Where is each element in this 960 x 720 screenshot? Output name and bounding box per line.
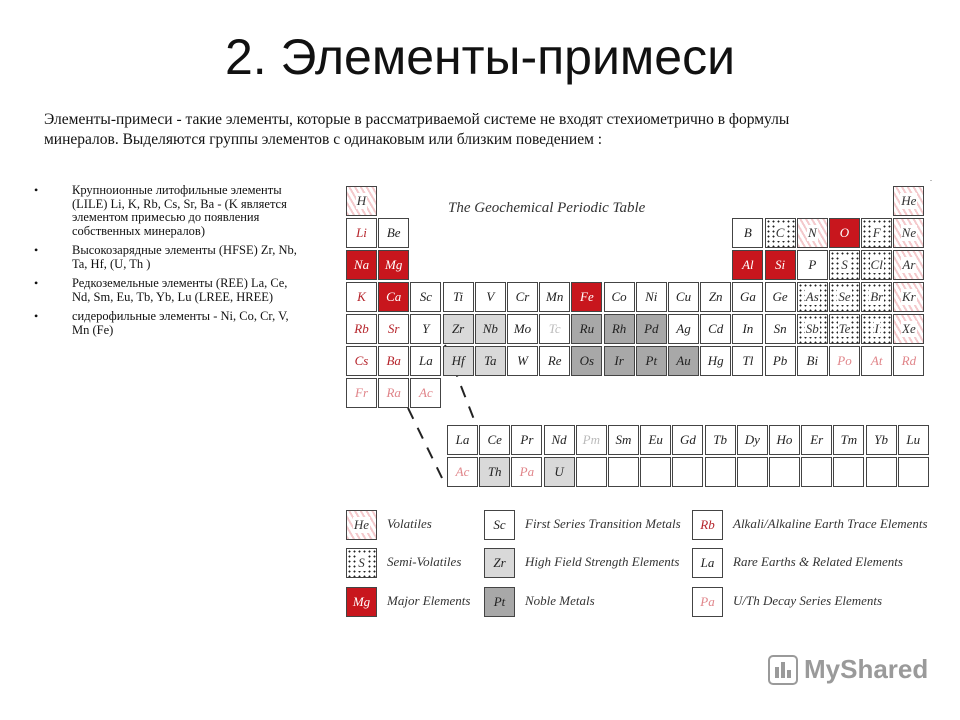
- element-cell-cs: [346, 346, 377, 376]
- legend-swatch-symbol: La: [700, 555, 715, 570]
- element-cell-ca: [378, 282, 409, 312]
- element-cell-v: [475, 282, 506, 312]
- legend-swatch-symbol: Zr: [493, 555, 506, 570]
- element-cell-sn: [765, 314, 796, 344]
- element-cell-sb: [797, 314, 828, 344]
- element-cell-se: [829, 282, 860, 312]
- element-cell-in: [732, 314, 763, 344]
- element-cell-hg: [700, 346, 731, 376]
- bullet-lile: • Крупноионные литофильные элементы (LILE) Li, K, Rb, Cs, Sr, Ba - (K является элементом примесью до появления собственных минералов): [34, 184, 304, 238]
- lanthanide-cell-gd: [672, 425, 703, 455]
- element-symbol: Ac: [455, 464, 470, 479]
- lanthanide-cell-la: [447, 425, 478, 455]
- element-cell-be: [378, 218, 409, 248]
- element-cell-ne: [893, 218, 924, 248]
- dot-mark: .: [930, 174, 932, 183]
- legend-swatch-s: [346, 548, 377, 578]
- element-symbol: Po: [837, 353, 852, 368]
- element-cell-pt: [636, 346, 667, 376]
- actinide-cell-empty-11: [801, 457, 832, 487]
- bullet-hfse: • Высокозарядные элементы (HFSE) Zr, Nb, Ta, Hf, (U, Th ): [34, 244, 304, 271]
- element-symbol: Xe: [902, 321, 916, 336]
- element-symbol: La: [419, 353, 433, 368]
- element-cell-f: [861, 218, 892, 248]
- legend-swatch-mg: [346, 587, 377, 617]
- element-symbol: In: [742, 321, 754, 336]
- element-cell-c: [765, 218, 796, 248]
- element-symbol: Li: [356, 225, 367, 240]
- legend-swatch-symbol: S: [358, 555, 365, 570]
- element-cell-cd: [700, 314, 731, 344]
- actinide-cell-ac: [447, 457, 478, 487]
- element-symbol: Pt: [645, 353, 658, 368]
- element-symbol: Sb: [805, 321, 819, 336]
- element-cell-ac: [410, 378, 441, 408]
- element-symbol: Lu: [906, 432, 921, 447]
- element-symbol: Bi: [806, 353, 819, 368]
- element-symbol: Ne: [901, 225, 917, 240]
- element-symbol: K: [357, 289, 366, 304]
- element-cell-tc: [539, 314, 570, 344]
- element-symbol: Sr: [387, 321, 400, 336]
- element-symbol: Re: [547, 353, 562, 368]
- element-symbol: Rb: [354, 321, 369, 336]
- element-symbol: Ge: [772, 289, 788, 304]
- element-cell-zr: [443, 314, 474, 344]
- element-cell-h: [346, 186, 377, 216]
- element-cell-b: [732, 218, 763, 248]
- actinide-cell-empty-6: [640, 457, 671, 487]
- element-cell-ga: [732, 282, 763, 312]
- element-symbol: Mg: [385, 257, 403, 272]
- element-symbol: As: [805, 289, 819, 304]
- element-symbol: Rd: [901, 353, 917, 368]
- element-cell-ge: [765, 282, 796, 312]
- element-cell-nb: [475, 314, 506, 344]
- element-symbol: Se: [838, 289, 851, 304]
- lanthanide-cell-tm: [833, 425, 864, 455]
- element-symbol: Hf: [451, 353, 465, 368]
- element-cell-ra: [378, 378, 409, 408]
- element-symbol: Kr: [902, 289, 916, 304]
- lanthanide-cell-pr: [511, 425, 542, 455]
- lanthanide-cell-eu: [640, 425, 671, 455]
- element-cell-pb: [765, 346, 796, 376]
- element-symbol: Ac: [419, 385, 433, 400]
- element-symbol: Sm: [615, 432, 632, 447]
- element-symbol: Ag: [676, 321, 691, 336]
- element-cell-li: [346, 218, 377, 248]
- lanthanide-cell-ho: [769, 425, 800, 455]
- element-symbol: C: [775, 225, 785, 240]
- actinide-cell-empty-12: [833, 457, 864, 487]
- element-symbol: U: [554, 464, 564, 479]
- element-symbol: Pa: [519, 464, 535, 479]
- element-cell-os: [571, 346, 602, 376]
- actinide-cell-empty-7: [672, 457, 703, 487]
- legend-swatch-rb: [692, 510, 723, 540]
- element-symbol: O: [839, 225, 850, 240]
- element-symbol: Pb: [772, 353, 788, 368]
- element-cell-k: [346, 282, 377, 312]
- element-symbol: Ar: [902, 257, 916, 272]
- element-symbol: Fe: [580, 289, 594, 304]
- element-cell-na: [346, 250, 377, 280]
- lanthanide-cell-tb: [705, 425, 736, 455]
- lanthanide-cell-yb: [866, 425, 897, 455]
- element-cell-ar: [893, 250, 924, 280]
- legend-swatch-symbol: Sc: [493, 517, 506, 532]
- logo-text: MyShared: [804, 654, 929, 684]
- bullet-siderophile: • сидерофильные элементы - Ni, Co, Cr, V, Mn (Fe): [34, 310, 304, 337]
- lanthanide-cell-ce: [479, 425, 510, 455]
- element-symbol: Cs: [354, 353, 369, 368]
- element-symbol: Ga: [739, 289, 756, 304]
- element-symbol: Fr: [355, 385, 368, 400]
- element-cell-rh: [604, 314, 635, 344]
- element-symbol: Th: [487, 464, 502, 479]
- element-cell-mg: [378, 250, 409, 280]
- element-symbol: Ho: [776, 432, 793, 447]
- element-cell-w: [507, 346, 538, 376]
- element-symbol: Cr: [515, 289, 530, 304]
- element-symbol: Y: [422, 321, 430, 336]
- table-title: The Geochemical Periodic Table: [448, 200, 646, 216]
- element-symbol: Cu: [675, 289, 692, 304]
- actinide-cell-u: [544, 457, 575, 487]
- legend-label: Noble Metals: [525, 593, 595, 608]
- element-symbol: W: [517, 353, 528, 368]
- element-symbol: Pm: [582, 432, 600, 447]
- element-cell-s: [829, 250, 860, 280]
- element-cell-pd: [636, 314, 667, 344]
- myshared-logo-icon: [768, 655, 798, 685]
- element-symbol: Br: [870, 289, 884, 304]
- element-symbol: P: [808, 257, 817, 272]
- legend-swatch-zr: [484, 548, 515, 578]
- element-cell-kr: [893, 282, 924, 312]
- element-cell-y: [410, 314, 441, 344]
- element-symbol: Yb: [874, 432, 888, 447]
- element-cell-as: [797, 282, 828, 312]
- element-symbol: Eu: [648, 432, 663, 447]
- element-symbol: Mo: [513, 321, 532, 336]
- element-symbol: Si: [775, 257, 786, 272]
- element-symbol: Cd: [708, 321, 724, 336]
- legend-swatch-symbol: He: [353, 517, 370, 532]
- lanthanide-cell-sm: [608, 425, 639, 455]
- actinide-cell-empty-9: [737, 457, 768, 487]
- element-symbol: Ce: [487, 432, 502, 447]
- element-symbol: Ni: [645, 289, 658, 304]
- legend-swatch-sc: [484, 510, 515, 540]
- element-cell-n: [797, 218, 828, 248]
- lanthanide-cell-nd: [544, 425, 575, 455]
- element-cell-fr: [346, 378, 377, 408]
- element-symbol: Tc: [548, 321, 561, 336]
- element-symbol: Al: [742, 257, 754, 272]
- element-symbol: Te: [838, 321, 851, 336]
- slide-title: 2. Элементы-примеси: [224, 29, 736, 85]
- legend-label: Major Elements: [387, 593, 471, 608]
- element-cell-re: [539, 346, 570, 376]
- element-symbol: Er: [810, 432, 824, 447]
- legend-label: High Field Strength Elements: [525, 554, 680, 569]
- element-cell-i: [861, 314, 892, 344]
- element-cell-ta: [475, 346, 506, 376]
- legend-label: Alkali/Alkaline Earth Trace Elements: [733, 516, 928, 531]
- element-symbol: Ta: [484, 353, 497, 368]
- element-symbol: Ra: [386, 385, 401, 400]
- element-cell-cu: [668, 282, 699, 312]
- element-symbol: Tm: [840, 432, 858, 447]
- actinide-cell-empty-4: [576, 457, 607, 487]
- element-symbol: He: [901, 193, 917, 208]
- element-cell-ba: [378, 346, 409, 376]
- element-cell-he: [893, 186, 924, 216]
- actinide-cell-empty-13: [866, 457, 897, 487]
- element-symbol: Au: [676, 353, 691, 368]
- element-symbol: Zr: [451, 321, 465, 336]
- legend-swatch-he: [346, 510, 377, 540]
- element-cell-rd: [893, 346, 924, 376]
- element-cell-p: [797, 250, 828, 280]
- element-symbol: S: [841, 257, 848, 272]
- element-cell-al: [732, 250, 763, 280]
- element-symbol: Sc: [419, 289, 433, 304]
- element-cell-ti: [443, 282, 474, 312]
- actinide-cell-empty-14: [898, 457, 929, 487]
- element-cell-br: [861, 282, 892, 312]
- lanthanide-cell-pm: [576, 425, 607, 455]
- element-cell-mo: [507, 314, 538, 344]
- element-symbol: Zn: [708, 289, 723, 304]
- element-symbol: At: [870, 353, 883, 368]
- element-symbol: B: [743, 225, 752, 240]
- element-cell-si: [765, 250, 796, 280]
- element-symbol: I: [874, 321, 879, 336]
- element-cell-rb: [346, 314, 377, 344]
- legend-swatch-symbol: Rb: [700, 517, 715, 532]
- intro-paragraph: Элементы-примеси - такие элементы, которые в рассматриваемой системе не входят стехиометрично в формулы минералов. Выделяются группы элементов с одинаковым или близким поведением :: [44, 111, 790, 148]
- element-cell-ir: [604, 346, 635, 376]
- element-cell-sc: [410, 282, 441, 312]
- legend-label: Semi-Volatiles: [387, 554, 462, 569]
- legend-swatch-pt: [484, 587, 515, 617]
- legend-swatch-symbol: Pa: [700, 594, 715, 609]
- element-symbol: Os: [579, 353, 595, 368]
- element-cell-hf: [443, 346, 474, 376]
- element-cell-co: [604, 282, 635, 312]
- actinide-cell-empty-8: [705, 457, 736, 487]
- element-symbol: Pr: [520, 432, 534, 447]
- element-symbol: Tl: [742, 353, 754, 368]
- element-symbol: H: [356, 193, 367, 208]
- element-symbol: F: [872, 225, 881, 240]
- myshared-logo: [768, 654, 928, 685]
- element-cell-bi: [797, 346, 828, 376]
- element-symbol: Cl: [870, 257, 883, 272]
- legend-label: First Series Transition Metals: [525, 516, 681, 531]
- element-symbol: Nd: [551, 432, 567, 447]
- element-cell-zn: [700, 282, 731, 312]
- element-symbol: La: [455, 432, 470, 447]
- element-cell-ru: [571, 314, 602, 344]
- element-symbol: Hg: [707, 353, 724, 368]
- element-symbol: Be: [386, 225, 401, 240]
- element-symbol: Mn: [546, 289, 564, 304]
- element-symbol: Rh: [611, 321, 627, 336]
- element-cell-o: [829, 218, 860, 248]
- bullet-ree: • Редкоземельные элементы (REE) La, Ce, Nd, Sm, Eu, Tb, Yb, Lu (LREE, HREE): [34, 277, 304, 304]
- element-symbol: Tb: [713, 432, 727, 447]
- legend-label: Volatiles: [387, 516, 432, 531]
- element-symbol: Ti: [453, 289, 464, 304]
- element-cell-ni: [636, 282, 667, 312]
- legend-swatch-la: [692, 548, 723, 578]
- element-cell-la: [410, 346, 441, 376]
- element-cell-at: [861, 346, 892, 376]
- element-cell-ag: [668, 314, 699, 344]
- legend-swatch-symbol: Pt: [493, 594, 506, 609]
- element-symbol: Ru: [579, 321, 595, 336]
- element-symbol: Ca: [386, 289, 402, 304]
- legend-swatch-pa: [692, 587, 723, 617]
- element-cell-xe: [893, 314, 924, 344]
- legend-swatch-symbol: Mg: [352, 594, 371, 609]
- actinide-cell-empty-10: [769, 457, 800, 487]
- element-cell-mn: [539, 282, 570, 312]
- element-cell-fe: [571, 282, 602, 312]
- element-symbol: Ir: [614, 353, 624, 368]
- legend-label: Rare Earths & Related Elements: [733, 554, 903, 569]
- element-cell-sr: [378, 314, 409, 344]
- element-symbol: V: [486, 289, 495, 304]
- element-cell-tl: [732, 346, 763, 376]
- actinide-cell-pa: [511, 457, 542, 487]
- actinide-cell-th: [479, 457, 510, 487]
- element-cell-au: [668, 346, 699, 376]
- element-cell-te: [829, 314, 860, 344]
- element-cell-po: [829, 346, 860, 376]
- element-symbol: Co: [611, 289, 627, 304]
- element-symbol: Sn: [773, 321, 787, 336]
- element-symbol: Na: [353, 257, 370, 272]
- actinide-cell-empty-5: [608, 457, 639, 487]
- lanthanide-cell-dy: [737, 425, 768, 455]
- element-symbol: Gd: [679, 432, 696, 447]
- legend-label: U/Th Decay Series Elements: [733, 593, 883, 608]
- element-symbol: N: [807, 225, 817, 240]
- element-symbol: Pd: [644, 321, 659, 336]
- element-symbol: Dy: [744, 432, 760, 447]
- lanthanide-cell-er: [801, 425, 832, 455]
- element-cell-cr: [507, 282, 538, 312]
- element-symbol: Nb: [482, 321, 498, 336]
- lanthanide-cell-lu: [898, 425, 929, 455]
- element-cell-cl: [861, 250, 892, 280]
- element-symbol: Ba: [386, 353, 401, 368]
